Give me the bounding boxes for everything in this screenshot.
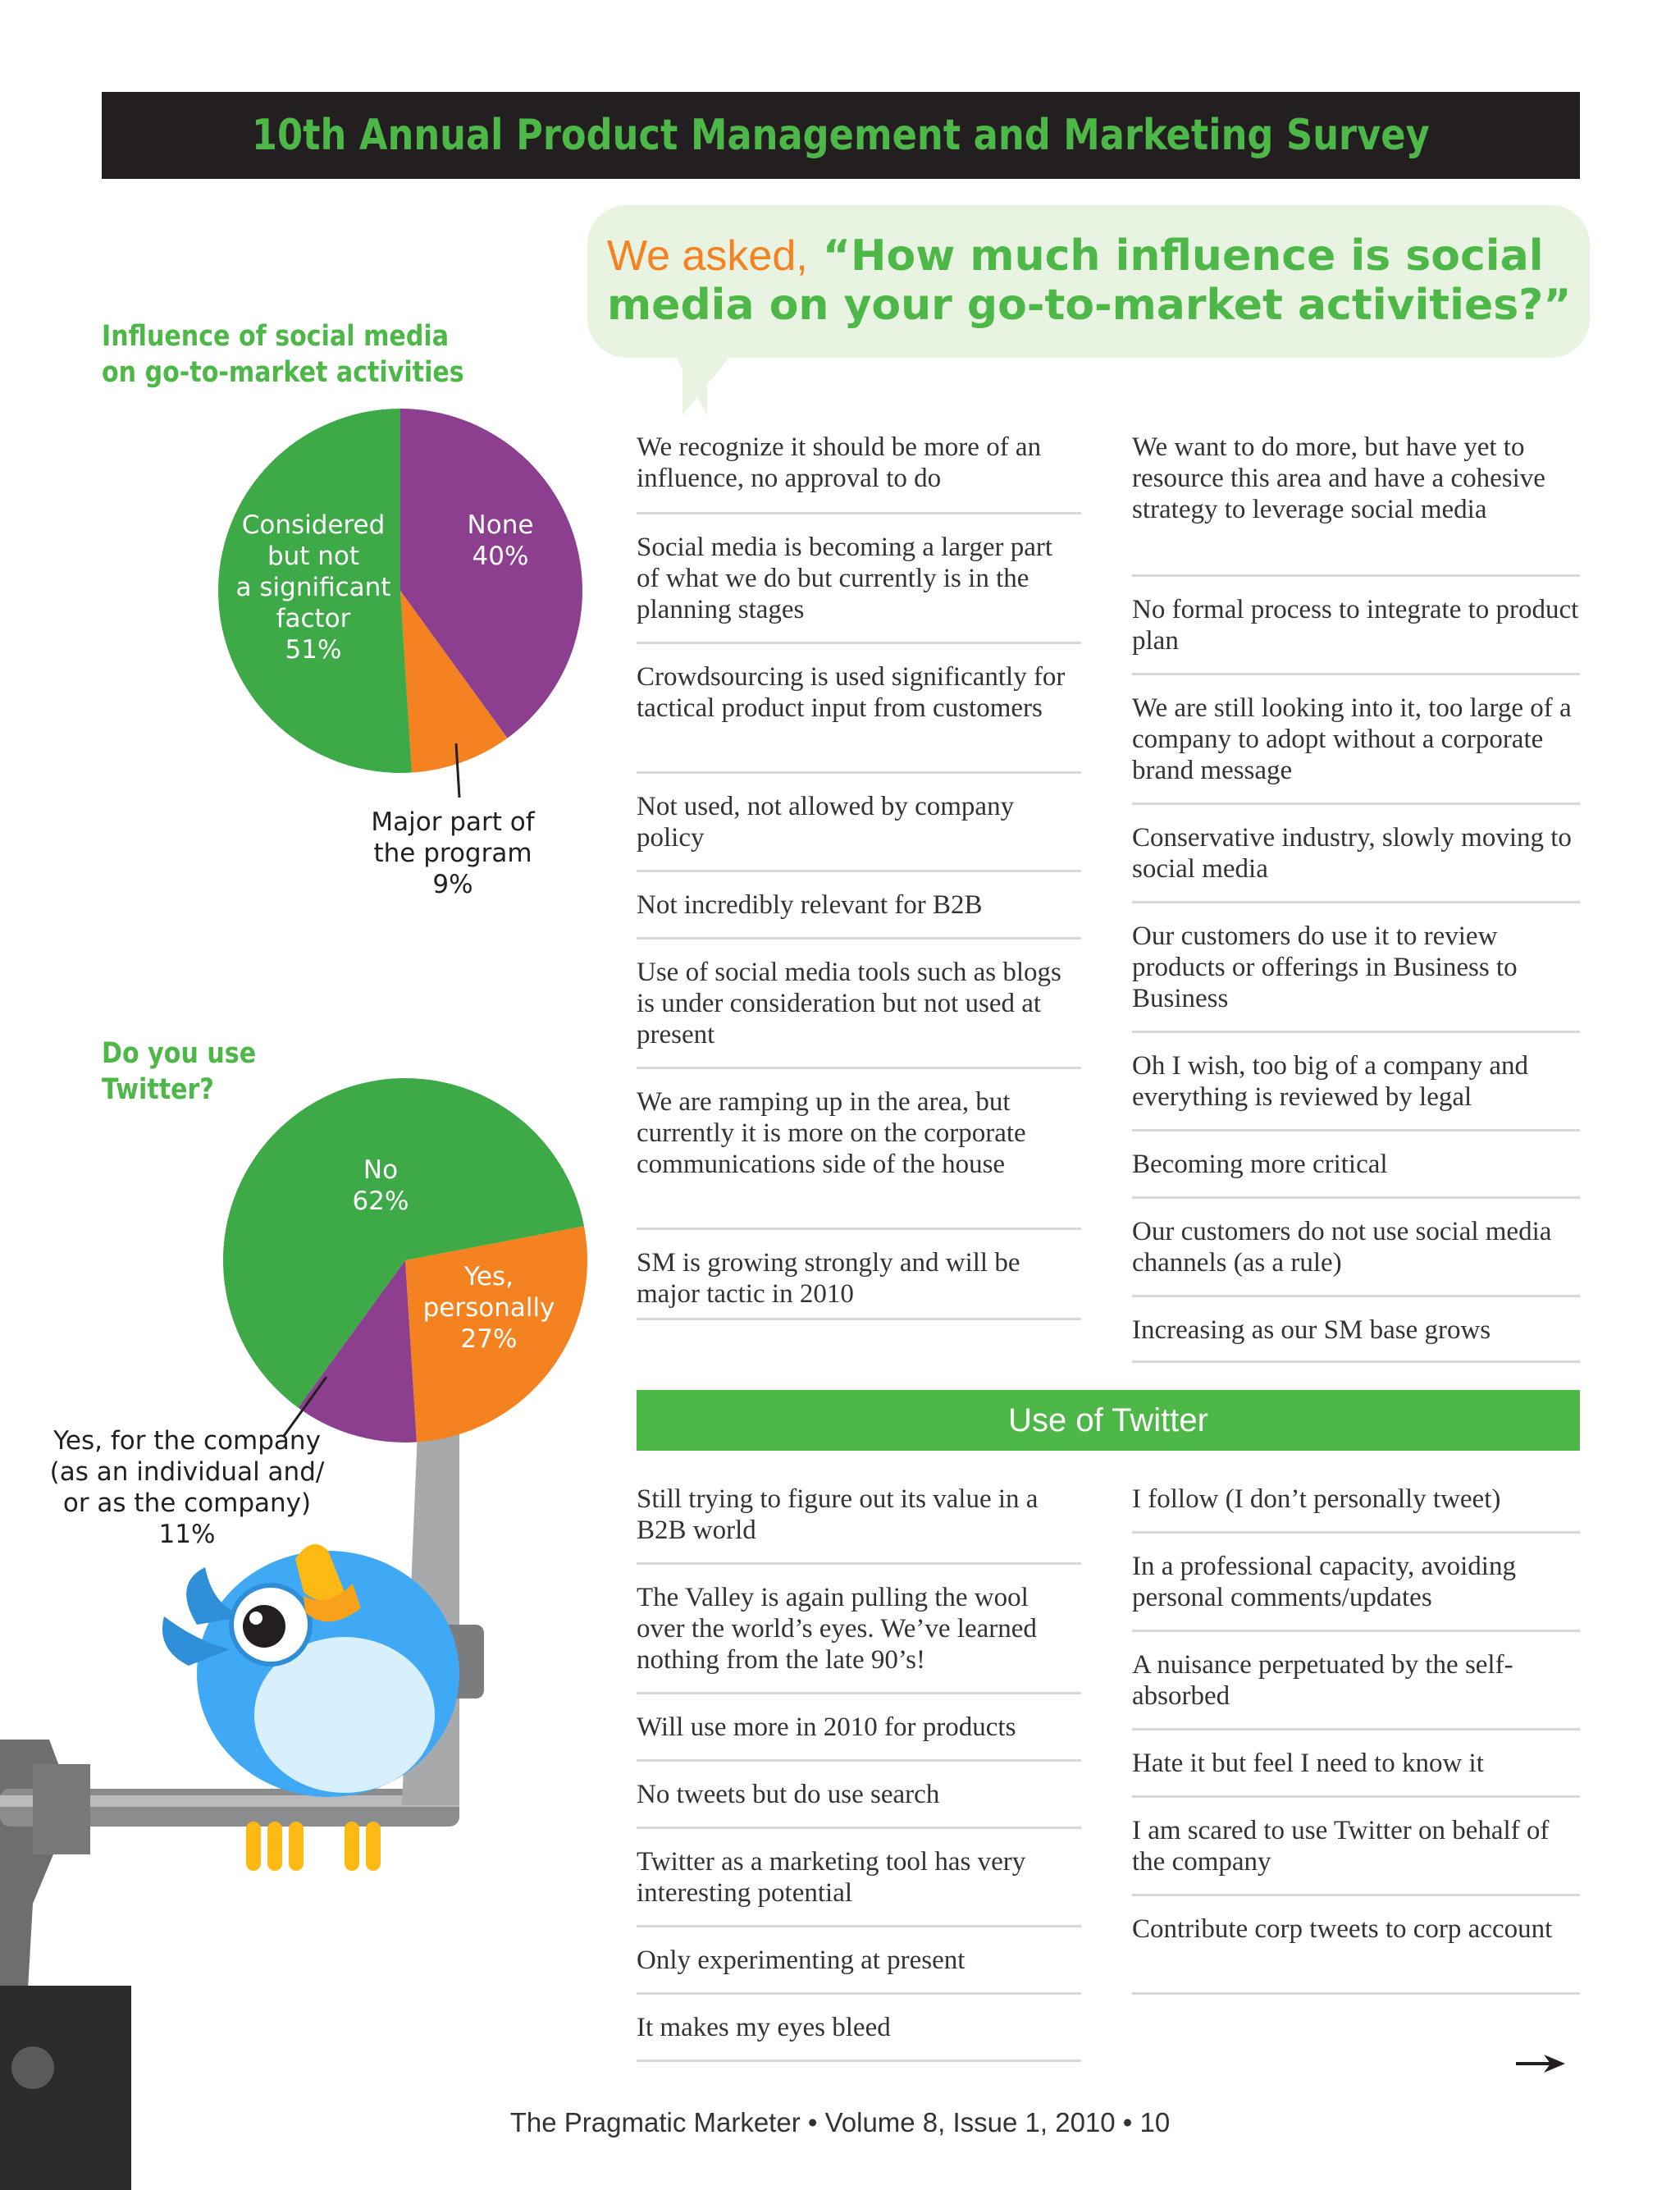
pie-label-none: None 40%	[467, 510, 534, 571]
twitter-response-left-divider	[637, 1759, 1081, 1762]
social-response-right-item: We are still looking into it, too large of a company to adopt without a corporate brand message	[1132, 693, 1572, 785]
social-response-left-item: SM is growing strongly and will be major tactic in 2010	[637, 1248, 1020, 1309]
pie-label-yes-for-the-company-as-an-individual-and-or-as-the-company: Yes, for the company (as an individual and/ or as the company) 11%	[49, 1426, 325, 1549]
social-response-right-item: Oh I wish, too big of a company and everything is reviewed by legal	[1132, 1051, 1528, 1112]
social-response-right-item: Conservative industry, slowly moving to social media	[1132, 823, 1572, 884]
social-response-right-item: Our customers do not use social media channels (as a rule)	[1132, 1217, 1552, 1278]
pie-label-no: No 62%	[352, 1155, 409, 1216]
arrow-right-icon[interactable]	[1514, 2051, 1567, 2076]
social-response-left-divider	[637, 1318, 1081, 1320]
question-prefix: We asked,	[607, 232, 808, 280]
social-response-right-item: Increasing as our SM base grows	[1132, 1315, 1491, 1345]
twitter-response-right-item: I am scared to use Twitter on behalf of the company	[1132, 1816, 1550, 1877]
pie-chart-social-influence	[218, 409, 582, 899]
twitter-response-left-divider	[637, 1992, 1081, 1995]
social-response-left-item: Crowdsourcing is used significantly for tactical product input from customers	[637, 662, 1066, 723]
chart-title-twitter-use: Do you use Twitter?	[102, 1037, 257, 1106]
use-of-twitter-title: Use of Twitter	[1008, 1401, 1208, 1438]
social-response-left-divider	[637, 937, 1081, 940]
social-response-left-item: Use of social media tools such as blogs is under consideration but not used at present	[637, 958, 1061, 1049]
pie-label-yes-personally: Yes, personally 27%	[422, 1262, 555, 1354]
social-response-left-divider	[637, 771, 1081, 774]
twitter-response-right-item: Hate it but feel I need to know it	[1132, 1749, 1484, 1778]
pie-chart-twitter-use	[50, 1078, 587, 1549]
social-response-right-divider	[1132, 1129, 1580, 1132]
twitter-response-left-divider	[637, 1692, 1081, 1694]
social-response-right-divider	[1132, 574, 1580, 577]
social-response-right-divider	[1132, 1196, 1580, 1199]
twitter-response-right-item: A nuisance perpetuated by the self-absorbed	[1132, 1650, 1513, 1711]
chart-title-social-influence: Influence of social media on go-to-market activities	[102, 320, 464, 389]
social-response-left-item: Social media is becoming a larger part of what we do but currently is in the planning stages	[637, 533, 1053, 624]
social-response-left-divider	[637, 512, 1081, 514]
social-response-right-item: We want to do more, but have yet to resource this area and have a cohesive strategy to leverage social media	[1132, 432, 1545, 524]
social-response-right-divider	[1132, 1031, 1580, 1033]
page-footer: The Pragmatic Marketer • Volume 8, Issue 1, 2010 • 10	[509, 2107, 1171, 2137]
social-response-left-divider	[637, 1228, 1081, 1230]
social-response-right-divider	[1132, 1295, 1580, 1297]
twitter-response-left-divider	[637, 2060, 1081, 2062]
social-response-left-item: Not incredibly relevant for B2B	[637, 890, 983, 920]
twitter-response-right-item: In a professional capacity, avoiding personal comments/updates	[1132, 1552, 1516, 1612]
social-response-right-item: Our customers do use it to review products or offerings in Business to Business	[1132, 921, 1518, 1013]
twitter-response-left-item: The Valley is again pulling the wool over the world’s eyes. We’ve learned nothing from the late 90’s!	[637, 1583, 1037, 1675]
twitter-response-right-divider	[1132, 1630, 1580, 1632]
social-response-right-divider	[1132, 1360, 1580, 1363]
twitter-response-left-divider	[637, 1827, 1081, 1829]
use-of-twitter-header	[637, 1390, 1580, 1451]
social-response-left-divider	[637, 642, 1081, 644]
twitter-response-right-divider	[1132, 1728, 1580, 1731]
twitter-response-right-item: I follow (I don’t personally tweet)	[1132, 1484, 1501, 1514]
social-response-left-item: We recognize it should be more of an influence, no approval to do	[637, 432, 1042, 493]
social-response-left-item: We are ramping up in the area, but currently it is more on the corporate communications side of the house	[637, 1087, 1026, 1179]
social-response-left-divider	[637, 870, 1081, 872]
twitter-response-right-divider	[1132, 1795, 1580, 1798]
twitter-response-left-divider	[637, 1562, 1081, 1565]
social-response-left-item: Not used, not allowed by company policy	[637, 792, 1015, 853]
twitter-response-left-item: Twitter as a marketing tool has very interesting potential	[637, 1847, 1026, 1908]
twitter-response-left-item: It makes my eyes bleed	[637, 2013, 891, 2042]
pie-label-major-part-of-the-program: Major part of the program 9%	[371, 807, 535, 899]
survey-title: 10th Annual Product Management and Marketing Survey	[252, 111, 1430, 160]
social-response-right-divider	[1132, 901, 1580, 903]
twitter-response-left-item: Will use more in 2010 for products	[637, 1712, 1016, 1742]
pie-label-considered-but-not-a-significant-factor: Considered but not a significant factor 51%	[235, 510, 391, 665]
twitter-response-right-divider	[1132, 1992, 1580, 1995]
twitter-response-left-item: No tweets but do use search	[637, 1780, 940, 1809]
social-response-right-divider	[1132, 673, 1580, 675]
twitter-response-right-divider	[1132, 1894, 1580, 1896]
twitter-response-right-divider	[1132, 1531, 1580, 1534]
twitter-response-left-item: Still trying to figure out its value in a B2B world	[637, 1484, 1039, 1545]
social-response-right-item: Becoming more critical	[1132, 1150, 1388, 1179]
twitter-response-left-item: Only experimenting at present	[637, 1945, 966, 1975]
question-text: “How much influence is social media on your go-to-market activities?”	[607, 231, 1572, 330]
twitter-response-left-divider	[637, 1925, 1081, 1927]
twitter-response-right-item: Contribute corp tweets to corp account	[1132, 1914, 1553, 1944]
social-response-right-item: No formal process to integrate to product plan	[1132, 595, 1579, 656]
social-response-right-divider	[1132, 802, 1580, 805]
social-response-left-divider	[637, 1067, 1081, 1069]
